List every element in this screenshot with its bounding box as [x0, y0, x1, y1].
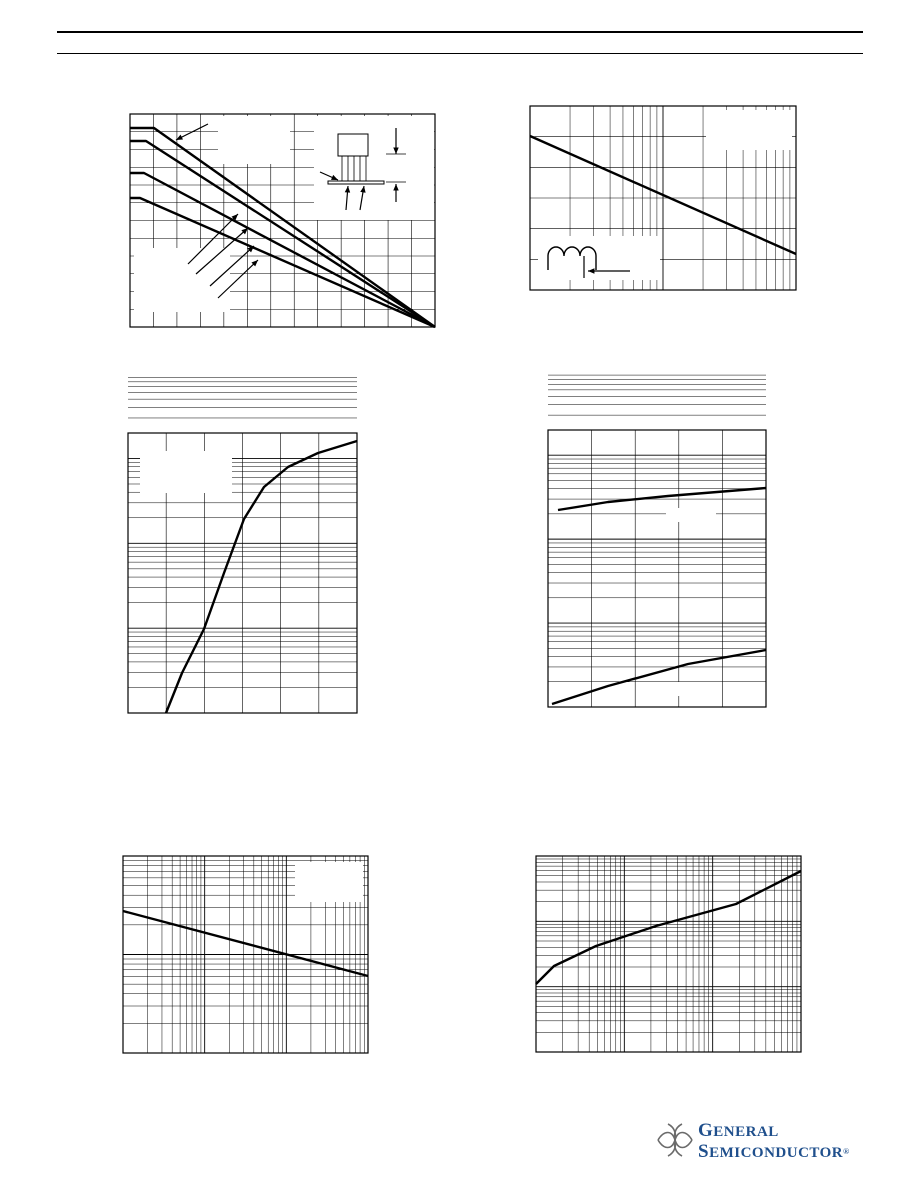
component-body — [338, 134, 368, 156]
label-mask — [666, 682, 720, 696]
figure-5-svg — [115, 848, 380, 1063]
plot-frame — [548, 430, 766, 707]
logo-line-general: GENERAL — [698, 1120, 779, 1141]
logo-wordmark — [698, 1121, 850, 1163]
figure-2-line-chart — [520, 98, 810, 298]
label-mask — [140, 451, 232, 493]
figure-5-loglog-chart — [115, 848, 380, 1063]
label-mask — [538, 236, 660, 280]
figure-4-svg — [540, 422, 780, 717]
figure-2-svg — [520, 98, 810, 298]
label-mask — [314, 116, 434, 220]
label-mask — [666, 508, 716, 522]
figure-6-loglog-chart — [528, 848, 813, 1063]
label-mask — [295, 862, 363, 902]
logo-emblem-icon — [654, 1118, 696, 1162]
label-mask — [706, 110, 792, 150]
logo-line-semiconductor: SEMICONDUCTOR® — [698, 1141, 850, 1162]
figure-1-derating-chart — [100, 100, 460, 340]
pcb-board — [328, 181, 384, 184]
header-rule-bottom — [57, 53, 863, 54]
general-semiconductor-logo — [654, 1118, 864, 1162]
figure-3-svg — [120, 425, 370, 725]
registered-mark: ® — [843, 1147, 850, 1156]
label-mask — [218, 116, 290, 164]
label-mask — [134, 248, 230, 312]
figure-6-svg — [528, 848, 813, 1063]
figure-1-svg — [100, 100, 460, 340]
plot-frame — [536, 856, 801, 1052]
figure-4-dual-curve-chart — [540, 422, 780, 717]
header-rule-top — [57, 31, 863, 33]
figure-3-saturation-chart — [120, 425, 370, 725]
